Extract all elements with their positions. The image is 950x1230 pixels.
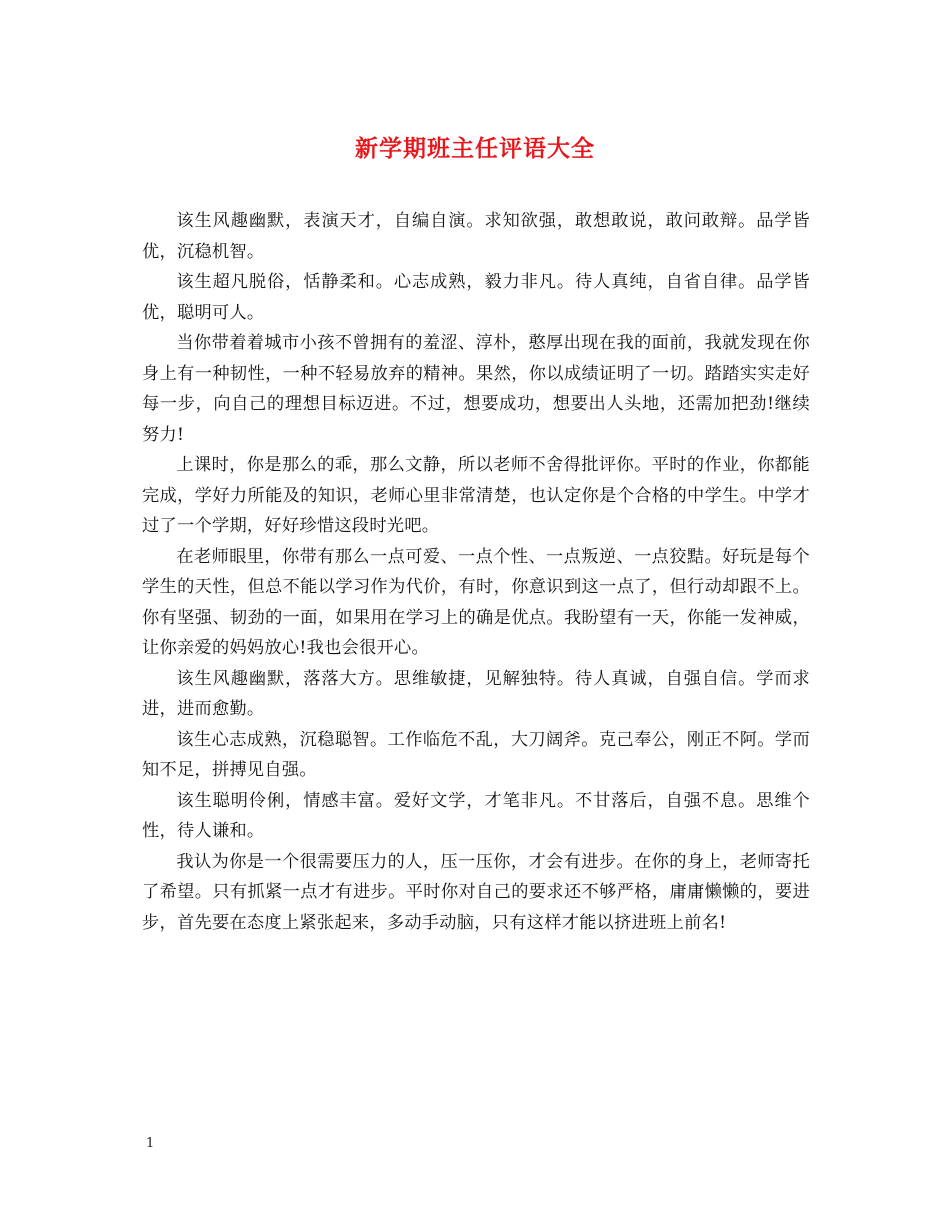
paragraph-9: 我认为你是一个很需要压力的人，压一压你，才会有进步。在你的身上，老师寄托了希望。只有抓紧一点才有进步。平时你对自己的要求还不够严格，庸庸懒懒的，要进步，首先要在态度上紧张起来，多动手动脑，只有这样才能以挤进班上前名! (142, 851, 810, 933)
paragraph-5: 在老师眼里，你带有那么一点可爱、一点个性、一点叛逆、一点狡黠。好玩是每个学生的天性，但总不能以学习作为代价，有时，你意识到这一点了，但行动却跟不上。你有坚强、韧劲的一面，如果用在学习上的确是优点。我盼望有一天，你能一发神威，让你亲爱的妈妈放心!我也会很开心。 (142, 546, 810, 658)
document-body (142, 206, 810, 938)
paragraph-8: 该生聪明伶俐，情感丰富。爱好文学，才笔非凡。不甘落后，自强不息。思维个性，待人谦和。 (142, 790, 810, 841)
paragraph-3: 当你带着着城市小孩不曾拥有的羞涩、淳朴，憨厚出现在我的面前，我就发现在你身上有一种韧性，一种不轻易放弃的精神。果然，你以成绩证明了一切。踏踏实实走好每一步，向自己的理想目标迈进。不过，想要成功，想要出人头地，还需加把劲!继续努力! (142, 333, 810, 445)
paragraph-7: 该生心志成熟，沉稳聪智。工作临危不乱，大刀阔斧。克己奉公，刚正不阿。学而知不足，拼搏见自强。 (142, 729, 810, 780)
document-title: 新学期班主任评语大全 (355, 135, 595, 162)
paragraph-1: 该生风趣幽默，表演天才，自编自演。求知欲强，敢想敢说，敢问敢辩。品学皆优，沉稳机智。 (142, 211, 810, 262)
page-number: 1 (146, 1136, 155, 1151)
paragraph-6: 该生风趣幽默，落落大方。思维敏捷，见解独特。待人真诚，自强自信。学而求进，进而愈勤。 (142, 668, 810, 719)
paragraph-2: 该生超凡脱俗，恬静柔和。心志成熟，毅力非凡。待人真纯，自省自律。品学皆优，聪明可人。 (142, 272, 810, 323)
paragraph-4: 上课时，你是那么的乖，那么文静，所以老师不舍得批评你。平时的作业，你都能完成，学好力所能及的知识，老师心里非常清楚，也认定你是个合格的中学生。中学才过了一个学期，好好珍惜这段时光吧。 (142, 455, 810, 536)
